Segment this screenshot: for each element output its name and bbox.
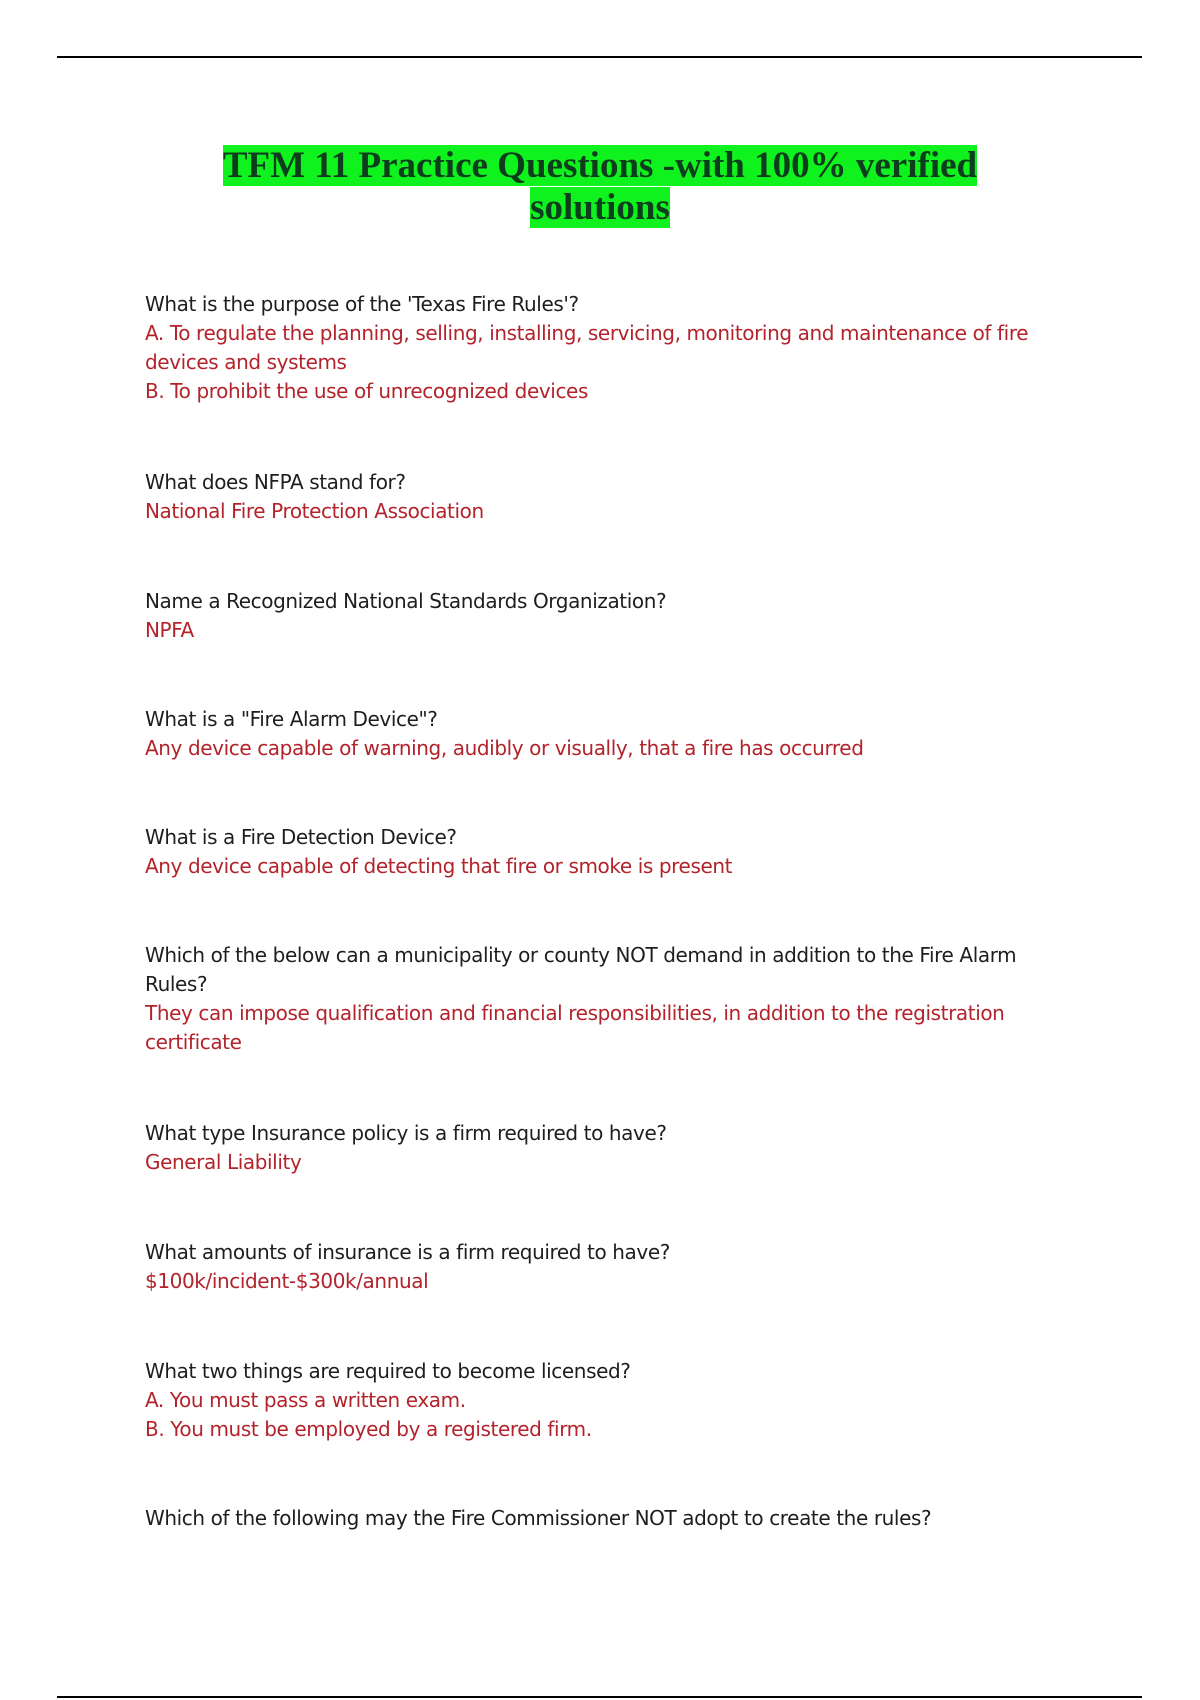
- document-title-block: [0, 145, 1200, 229]
- answer-5: Any device capable of detecting that fire or smoke is present: [145, 854, 733, 878]
- answer-3: NPFA: [145, 618, 194, 642]
- document-title: TFM 11 Practice Questions -with 100% verified solutions: [222, 145, 978, 228]
- question-2: What does NFPA stand for?: [145, 470, 406, 494]
- qa-item-4: [145, 705, 1045, 763]
- qa-item-2: [145, 468, 1045, 526]
- page-top-rule: [57, 56, 1142, 58]
- qa-item-5: [145, 823, 1045, 881]
- qa-item-3: [145, 587, 1045, 645]
- question-4: What is a "Fire Alarm Device"?: [145, 707, 438, 731]
- qa-item-10: [145, 1504, 1045, 1533]
- answer-2: National Fire Protection Association: [145, 499, 484, 523]
- answer-7: General Liability: [145, 1150, 302, 1174]
- qa-item-6: [145, 941, 1045, 1057]
- answer-9a: A. You must pass a written exam.: [145, 1388, 466, 1412]
- qa-item-8: [145, 1238, 1045, 1296]
- qa-item-9: [145, 1357, 1045, 1444]
- answer-6: They can impose qualification and financial responsibilities, in addition to the registration certificate: [145, 1001, 1005, 1054]
- question-8: What amounts of insurance is a firm required to have?: [145, 1240, 670, 1264]
- answer-4: Any device capable of warning, audibly or visually, that a fire has occurred: [145, 736, 864, 760]
- answer-9b: B. You must be employed by a registered firm.: [145, 1417, 592, 1441]
- page-bottom-rule: [57, 1696, 1142, 1698]
- answer-8: $100k/incident-$300k/annual: [145, 1269, 429, 1293]
- qa-item-1: [145, 290, 1045, 406]
- question-7: What type Insurance policy is a firm required to have?: [145, 1121, 667, 1145]
- question-1: What is the purpose of the 'Texas Fire Rules'?: [145, 292, 579, 316]
- answer-1a: A. To regulate the planning, selling, installing, servicing, monitoring and maintenance of fire devices and systems: [145, 321, 1029, 374]
- question-10: Which of the following may the Fire Commissioner NOT adopt to create the rules?: [145, 1506, 932, 1530]
- question-5: What is a Fire Detection Device?: [145, 825, 457, 849]
- question-6: Which of the below can a municipality or county NOT demand in addition to the Fire Alarm Rules?: [145, 943, 1017, 996]
- qa-item-7: [145, 1119, 1045, 1177]
- answer-1b: B. To prohibit the use of unrecognized devices: [145, 379, 588, 403]
- question-9: What two things are required to become licensed?: [145, 1359, 631, 1383]
- question-3: Name a Recognized National Standards Organization?: [145, 589, 667, 613]
